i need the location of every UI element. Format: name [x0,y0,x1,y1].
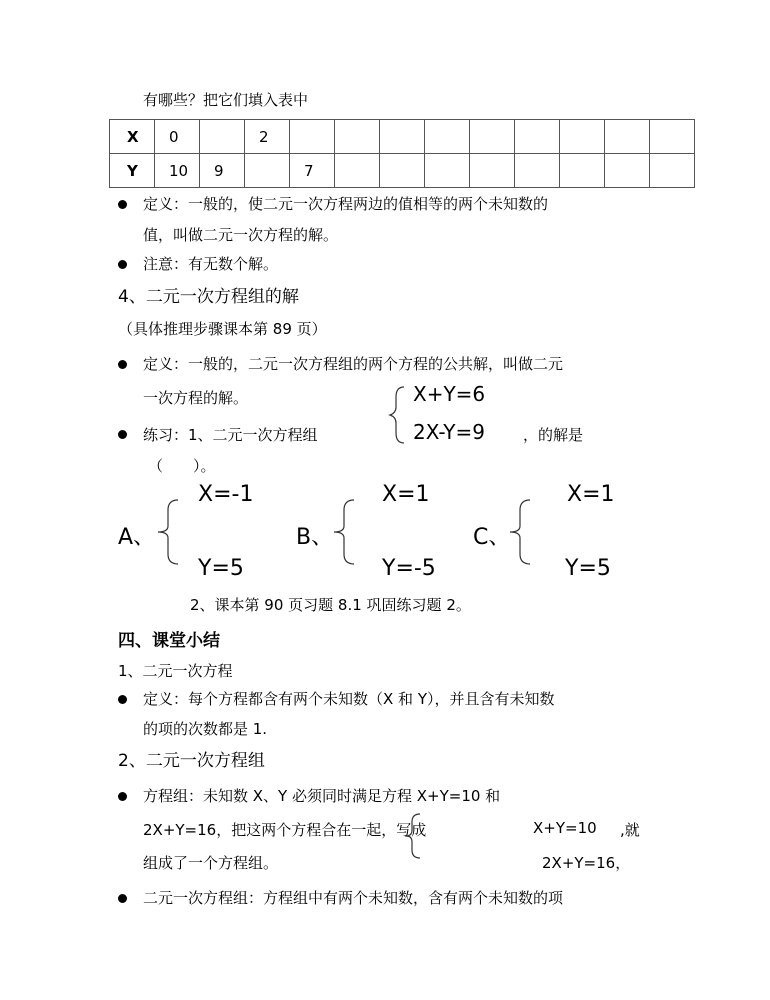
table-cell [380,154,425,188]
bullet-icon [118,695,127,704]
definition-line: 的项的次数都是 1. [143,720,268,738]
practice-equation: 2X-Y=9 [413,420,485,444]
brace-icon [402,812,422,862]
brace-icon [334,498,358,566]
table-cell [380,120,425,154]
table-cell [560,154,605,188]
table-cell: 9 [200,154,245,188]
brace-icon [158,498,182,566]
xy-table [109,119,695,188]
bullet-icon [118,260,127,269]
section-reference: （具体推理步骤课本第 89 页） [118,320,327,338]
table-cell [245,154,290,188]
system-line: 二元一次方程组：方程组中有两个未知数，含有两个未知数的项 [143,889,564,907]
option-equation: Y=5 [565,556,611,581]
section-heading: 4、二元一次方程组的解 [118,287,299,307]
table-cell [515,154,560,188]
bullet-icon [118,894,127,903]
definition-line: 值，叫做二元一次方程的解。 [143,226,339,244]
brace-icon [510,498,534,566]
system-line: 2X+Y=16，把这两个方程合在一起，写成 [143,821,427,839]
table-header-y: Y [110,154,155,188]
bullet-icon [118,200,127,209]
system-suffix: ,就 [620,821,640,839]
table-cell [470,154,515,188]
table-cell [200,120,245,154]
table-cell [650,120,695,154]
table-cell [335,120,380,154]
summary-subheading: 1、二元一次方程 [118,662,233,680]
option-label: C、 [473,525,511,550]
table-header-x: X [110,120,155,154]
summary-subheading: 2、二元一次方程组 [118,751,265,771]
option-equation: Y=-5 [382,556,436,581]
option-equation: X=1 [567,482,615,507]
table-cell [650,154,695,188]
table-row-x [110,120,695,154]
table-cell [425,154,470,188]
table-cell [605,120,650,154]
table-cell: 7 [290,154,335,188]
summary-heading: 四、课堂小结 [118,631,220,651]
table-cell [425,120,470,154]
table-cell [290,120,335,154]
option-label: A、 [118,525,156,550]
option-equation: Y=5 [198,556,244,581]
bullet-icon [118,430,127,439]
bullet-icon [118,360,127,369]
option-label: B、 [296,525,334,550]
practice-line: 练习：1、二元一次方程组 [143,426,318,444]
intro-line: 有哪些？把它们填入表中 [143,91,309,109]
system-line: 方程组：未知数 X、Y 必须同时满足方程 X+Y=10 和 [143,787,501,805]
system-equation: X+Y=10 [533,819,597,837]
note-line: 注意：有无数个解。 [143,255,279,273]
table-cell [605,154,650,188]
practice-suffix: ，的解是 [523,426,584,444]
table-cell: 2 [245,120,290,154]
system-line: 组成了一个方程组。 [143,854,279,872]
option-equation: X=-1 [198,482,254,507]
table-cell: 10 [155,154,200,188]
table-cell [515,120,560,154]
system-equation: 2X+Y=16， [542,854,631,872]
brace-icon [390,385,410,445]
exercise-line: 2、课本第 90 页习题 8.1 巩固练习题 2。 [190,596,471,614]
table-cell [560,120,605,154]
table-row-y [110,154,695,188]
definition-line: 定义：每个方程都含有两个未知数（X 和 Y），并且含有未知数 [143,690,555,708]
definition-line: 定义：一般的，使二元一次方程两边的值相等的两个未知数的 [143,195,549,213]
table-cell [335,154,380,188]
table-cell [470,120,515,154]
answer-blank: （ ）。 [148,457,216,475]
option-equation: X=1 [382,482,430,507]
table-cell: 0 [155,120,200,154]
practice-equation: X+Y=6 [413,382,486,406]
bullet-icon [118,792,127,801]
definition-line: 一次方程的解。 [143,389,249,407]
definition-line: 定义：一般的，二元一次方程组的两个方程的公共解，叫做二元 [143,355,564,373]
